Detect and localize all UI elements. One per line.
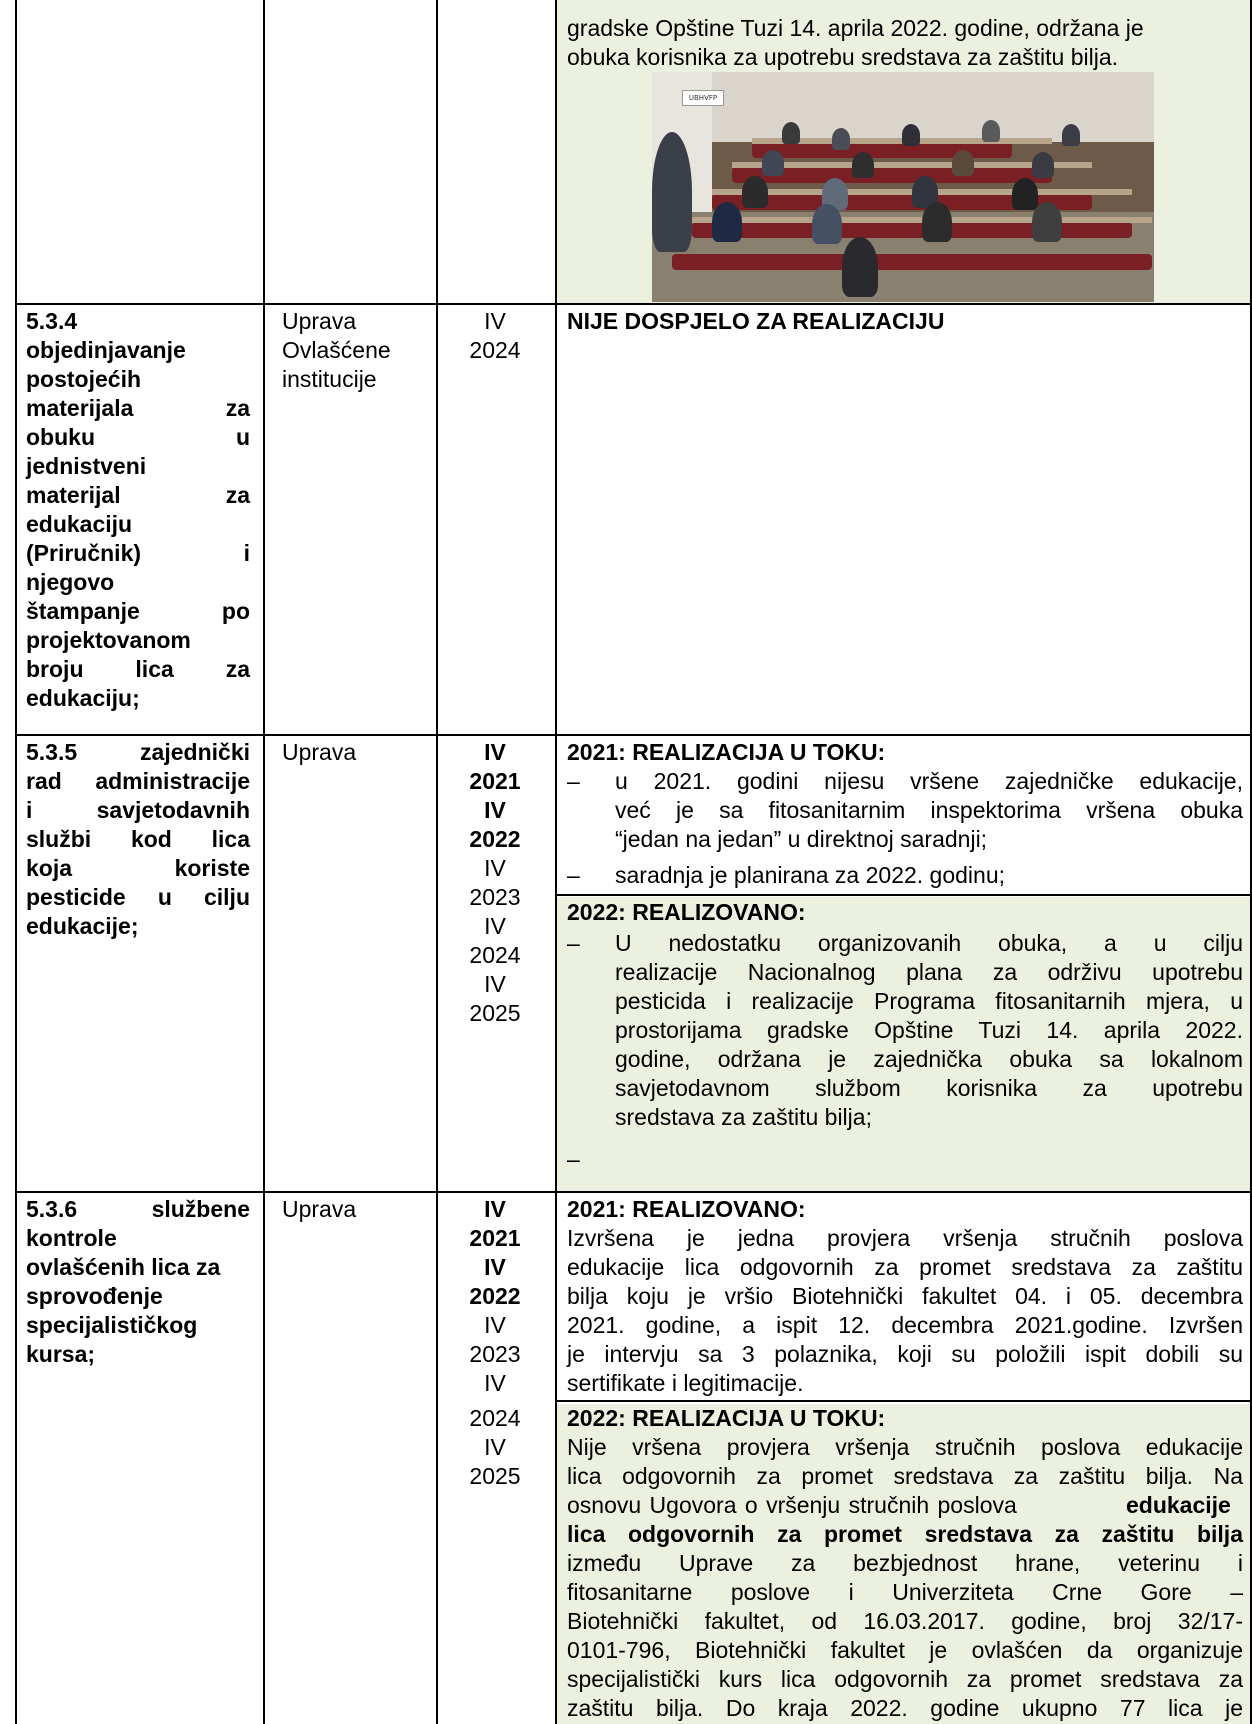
training-photo <box>652 72 1154 302</box>
row3-2022-line-8: 0101-796, Biotehnički fakultet je ovlašćen da organizuje <box>567 1637 1243 1663</box>
row3-2022-line-7: Biotehnički fakultet, od 16.03.2017. godine, broj 32/17- <box>567 1608 1243 1634</box>
row1-status: NIJE DOSPJELO ZA REALIZACIJU <box>567 308 945 334</box>
row3-2022-line-6: fitosanitarne poslove i Univerziteta Crne Gore – <box>567 1579 1243 1605</box>
table-border-col1 <box>263 0 265 1724</box>
table-border-col2 <box>436 0 438 1724</box>
row3-2022-line-3-bold: edukacije <box>1126 1492 1231 1518</box>
row2-2022-bullet-1-line-7: sredstava za zaštitu bilja; <box>615 1104 872 1130</box>
row2-2022-bullet-marker-empty: – <box>567 1146 580 1172</box>
row3-institution: Uprava <box>282 1196 357 1222</box>
row3-2021-line-3: bilja koju je vršio Biotehnički fakultet 04. i 05. decembra <box>567 1283 1243 1309</box>
row2-2021-bullet-1-line-2: već je sa fitosanitarnim inspektorima vršena obuka <box>615 797 1243 823</box>
row2-2022-bullet-1-line-2: realizacije Nacionalnog plana za održivu upotrebu <box>615 959 1243 985</box>
row3-2022-line-4-bold: lica odgovornih za promet sredstava za zaštitu bilja <box>567 1521 1243 1547</box>
row2-2021-bullet-1-line-1: u 2021. godini nijesu vršene zajedničke edukacije, <box>615 768 1243 794</box>
row2-2022-bullet-1-line-4: prostorijama gradske Opštine Tuzi 14. aprila 2022. <box>615 1017 1243 1043</box>
row3-2022-line-3-normal: osnovu Ugovora o vršenju stručnih poslova <box>567 1492 1017 1518</box>
row-divider-1 <box>15 303 1252 305</box>
row2-2022-bullet-1-line-1: U nedostatku organizovanih obuka, a u cilju <box>615 930 1243 956</box>
row2-2022-bullet-1-line-5: godine, održana je zajednička obuka sa lokalnom <box>615 1046 1243 1072</box>
row3-block-divider <box>555 1400 1252 1402</box>
row-divider-3 <box>15 1191 1252 1193</box>
row3-2022-heading: 2022: REALIZACIJA U TOKU: <box>567 1405 886 1431</box>
row2-2021-bullet-marker-2: – <box>567 862 580 888</box>
table-border-col3 <box>555 0 557 1724</box>
row-divider-2 <box>15 734 1252 736</box>
row0-description-line-2: obuka korisnika za upotrebu sredstava za zaštitu bilja. <box>567 44 1119 70</box>
row2-institution: Uprava <box>282 739 357 765</box>
row2-2022-heading: 2022: REALIZOVANO: <box>567 899 806 925</box>
row3-2021-line-6: sertifikate i legitimacije. <box>567 1370 804 1396</box>
row2-block-divider <box>555 894 1252 896</box>
row2-2022-bullet-marker-1: – <box>567 930 580 956</box>
row0-description-line-1: gradske Opštine Tuzi 14. aprila 2022. godine, održana je <box>567 15 1144 41</box>
row3-2021-line-1: Izvršena je jedna provjera vršenja stručnih poslova <box>567 1225 1243 1251</box>
row3-2021-heading: 2021: REALIZOVANO: <box>567 1196 806 1222</box>
document-page: UBHVFP gradske Opštine Tuzi 14. aprila 2022. godine, održana je obuka korisnika za upotrebu sredstava za zaštitu bilja. 5.3.4 objedinjavanje postojećih materijala za obuku u jednistveni materijal za edukaciju (Priručnik) i njegovo štampanje po projektovanom broju lica za edukaciju; Uprava Ovlašćene institucije IV 2024 NIJE DOSPJELO ZA REALIZACIJU 5.3.5 zajednički rad administracije i savjetodavnih službi kod lica koja koriste pesticide u cilju edukacije; Uprava IV 2021 IV 2022 IV 2023 IV 2024 IV 2025 2021: REALIZACIJA U TOKU: – u 2021. godini nijesu vršene zajedničke edukacije, već je sa fitosanitarnim inspektorima vršena obuka “jedan na jedan” u direktnoj saradnji; – saradnja je planirana za 2022. godinu; 2022: REALIZOVANO: – U nedostatku organizovanih obuka, a u cilju realizacije Nacionalnog plana za održivu upotrebu pesticida i realizacije Programa fitosanitarnih mjera, u prostorijama gradske Opštine Tuzi 14. aprila 2022. godine, održana je zajednička obuka sa lokalnom savjetodavnom službom korisnika za upotrebu sredstava za zaštitu bilja; – 5.3.6 službene kontrole ovlašćenih lica za sprovođenje specijalističkog kursa; Uprava IV 2021 IV 2022 IV 2023 IV 2024 IV 2025 2021: REALIZOVANO: Izvršena je jedna provjera vršenja stručnih poslova edukacije lica odgovornih za promet sredstava za zaštitu bilja koju je vršio Biotehnički fakultet 04. i 05. decembra 2021. godine, a ispit 12. decembra 2021.godine. Izvršen je intervju sa 3 polaznika, koji su položili ispit dobili su sertifikate i legitimacije. 2022: REALIZACIJA U TOKU: Nije vršena provjera vršenja stručnih poslova edukacije lica odgovornih za promet sredstava za zaštitu bilja. Na osnovu Ugovora o vršenju stručnih poslova edukacije lica odgovornih za promet sredstava za zaštitu bilja između Uprave za bezbjednost hrane, veterinu i fitosanitarne poslove i Univerziteta Crne Gore – Biotehnički fakultet, od 16.03.2017. godine, broj 32/17- 0101-796, Biotehnički fakultet je ovlašćen da organizuje specijalistički kurs lica odgovornih za promet sredstava za zaštitu bilja. Do kraja 2022. godine ukupno 77 lica je <box>0 0 1252 1724</box>
row3-2022-line-2: lica odgovornih za promet sredstava za zaštitu bilja. Na <box>567 1463 1243 1489</box>
row2-2022-bullet-1-line-6: savjetodavnom službom korisnika za upotrebu <box>615 1075 1243 1101</box>
row2-2021-bullet-2-line-1: saradnja je planirana za 2022. godinu; <box>615 862 1006 888</box>
row3-2021-line-2: edukacije lica odgovornih za promet sredstava za zaštitu <box>567 1254 1243 1280</box>
row2-2021-bullet-marker-1: – <box>567 768 580 794</box>
table-border-left <box>15 0 17 1724</box>
row3-2022-line-9: specijalistički kurs lica odgovornih za promet sredstava za <box>567 1666 1243 1692</box>
row2-2021-heading: 2021: REALIZACIJA U TOKU: <box>567 739 886 765</box>
row3-2022-line-5: između Uprave za bezbjednost hrane, veterinu i <box>567 1550 1243 1576</box>
row2-2022-bullet-1-line-3: pesticida i realizacije Programa fitosanitarnih mjera, u <box>615 988 1243 1014</box>
row3-2022-line-10: zaštitu bilja. Do kraja 2022. godine ukupno 77 lica je <box>567 1695 1243 1721</box>
row2-2021-bullet-1-line-3: “jedan na jedan” u direktnoj saradnji; <box>615 826 988 852</box>
row3-2022-line-1: Nije vršena provjera vršenja stručnih poslova edukacije <box>567 1434 1243 1460</box>
photo-sign: UBHVFP <box>682 90 724 106</box>
row3-2021-line-5: je intervju sa 3 polaznika, koji su položili ispit dobili su <box>567 1341 1243 1367</box>
row3-2021-line-4: 2021. godine, a ispit 12. decembra 2021.godine. Izvršen <box>567 1312 1243 1338</box>
